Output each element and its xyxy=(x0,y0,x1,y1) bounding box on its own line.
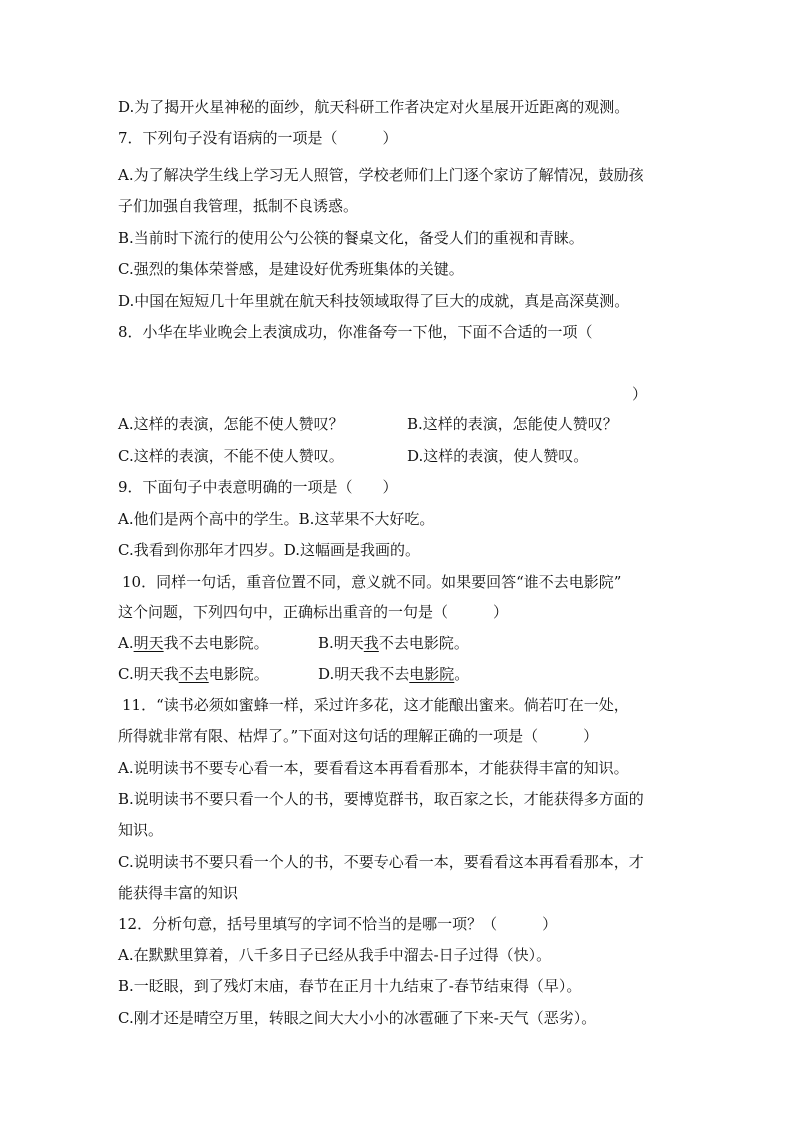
q10-option-c: C.明天我不去电影院。 xyxy=(118,665,269,683)
q7-option-d: D.中国在短短几十年里就在航天科技领域取得了巨大的成就，真是高深莫测。 xyxy=(118,292,630,310)
q8-close-paren: ） xyxy=(632,385,648,403)
q8-option-c: C.这样的表演，不能不使人赞叹。 xyxy=(118,447,344,465)
q9-options-ab: A.他们是两个高中的学生。B.这苹果不大好吃。 xyxy=(118,510,435,528)
q6-option-d: D.为了揭开火星神秘的面纱，航天科研工作者决定对火星展开近距离的观测。 xyxy=(118,98,630,116)
q11-stem-line1: 11．“读书必须如蜜蜂一样，采过许多花，这才能酿出蜜来。倘若叮在一处， xyxy=(122,696,629,714)
q8-option-a: A.这样的表演，怎能不使人赞叹？ xyxy=(118,415,344,433)
q11-option-a: A.说明读书不要专心看一本，要看看这本再看看那本，才能获得丰富的知识。 xyxy=(118,759,629,777)
stress-mark: 电影院 xyxy=(409,665,455,683)
q7-stem: 7．下列句子没有语病的一项是（ ） xyxy=(118,129,398,147)
q11-option-c-line2: 能获得丰富的知识 xyxy=(118,884,239,902)
q8-option-d: D.这样的表演，使人赞叹。 xyxy=(407,447,589,465)
q10-stem-line2: 这个问题，下列四句中，正确标出重音的一句是（ ） xyxy=(118,603,509,621)
stress-mark: 明天 xyxy=(133,634,164,652)
q10-stem-line1: 10．同样一句话，重音位置不同，意义就不同。如果要回答“谁不去电影院” xyxy=(122,573,622,591)
stress-mark: 我 xyxy=(363,634,379,652)
q10-option-d: D.明天我不去电影院。 xyxy=(318,665,470,683)
q11-stem-line2: 所得就非常有限、枯焊了。”下面对这句话的理解正确的一项是（ ） xyxy=(118,727,599,745)
q12-option-a: A.在默默里算着，八千多日子已经从我手中溜去-日子过得（快）。 xyxy=(118,946,552,964)
q12-option-b: B.一眨眼，到了残灯末庙，春节在正月十九结束了-春节结束得（早）。 xyxy=(118,977,582,995)
q9-stem: 9．下面句子中表意明确的一项是（ ） xyxy=(118,478,398,496)
q10-option-a: A.明天我不去电影院。 xyxy=(118,634,269,652)
q8-option-b: B.这样的表演，怎能使人赞叹？ xyxy=(407,415,618,433)
q11-option-c-line1: C.说明读书不要只看一个人的书，不要专心看一本，要看看这本再看看那本，才 xyxy=(118,853,644,871)
q7-option-a-line2: 子们加强自我管理，抵制不良诱惑。 xyxy=(118,197,359,215)
stress-mark: 不去 xyxy=(178,665,209,683)
q8-stem: 8．小华在毕业晚会上表演成功，你准备夸一下他，下面不合适的一项（ xyxy=(118,323,593,341)
q7-option-b: B.当前时下流行的使用公勺公筷的餐桌文化，备受人们的重视和青睐。 xyxy=(118,229,584,247)
q11-option-b-line2: 知识。 xyxy=(118,821,164,839)
q9-options-cd: C.我看到你那年才四岁。D.这幅画是我画的。 xyxy=(118,541,420,559)
q7-option-c: C.强烈的集体荣誉感，是建设好优秀班集体的关键。 xyxy=(118,260,464,278)
q12-stem: 12．分析句意，括号里填写的字词不恰当的是哪一项？（ ） xyxy=(118,915,558,933)
q11-option-b-line1: B.说明读书不要只看一个人的书，要博览群书，取百家之长，才能获得多方面的 xyxy=(118,790,644,808)
q7-option-a-line1: A.为了解决学生线上学习无人照管，学校老师们上门逐个家访了解情况，鼓励孩 xyxy=(118,166,644,184)
q12-option-c: C.刚才还是晴空万里，转眼之间大大小小的冰雹砸了下来-天气（恶劣）。 xyxy=(118,1009,597,1027)
q10-option-b: B.明天我不去电影院。 xyxy=(318,634,469,652)
